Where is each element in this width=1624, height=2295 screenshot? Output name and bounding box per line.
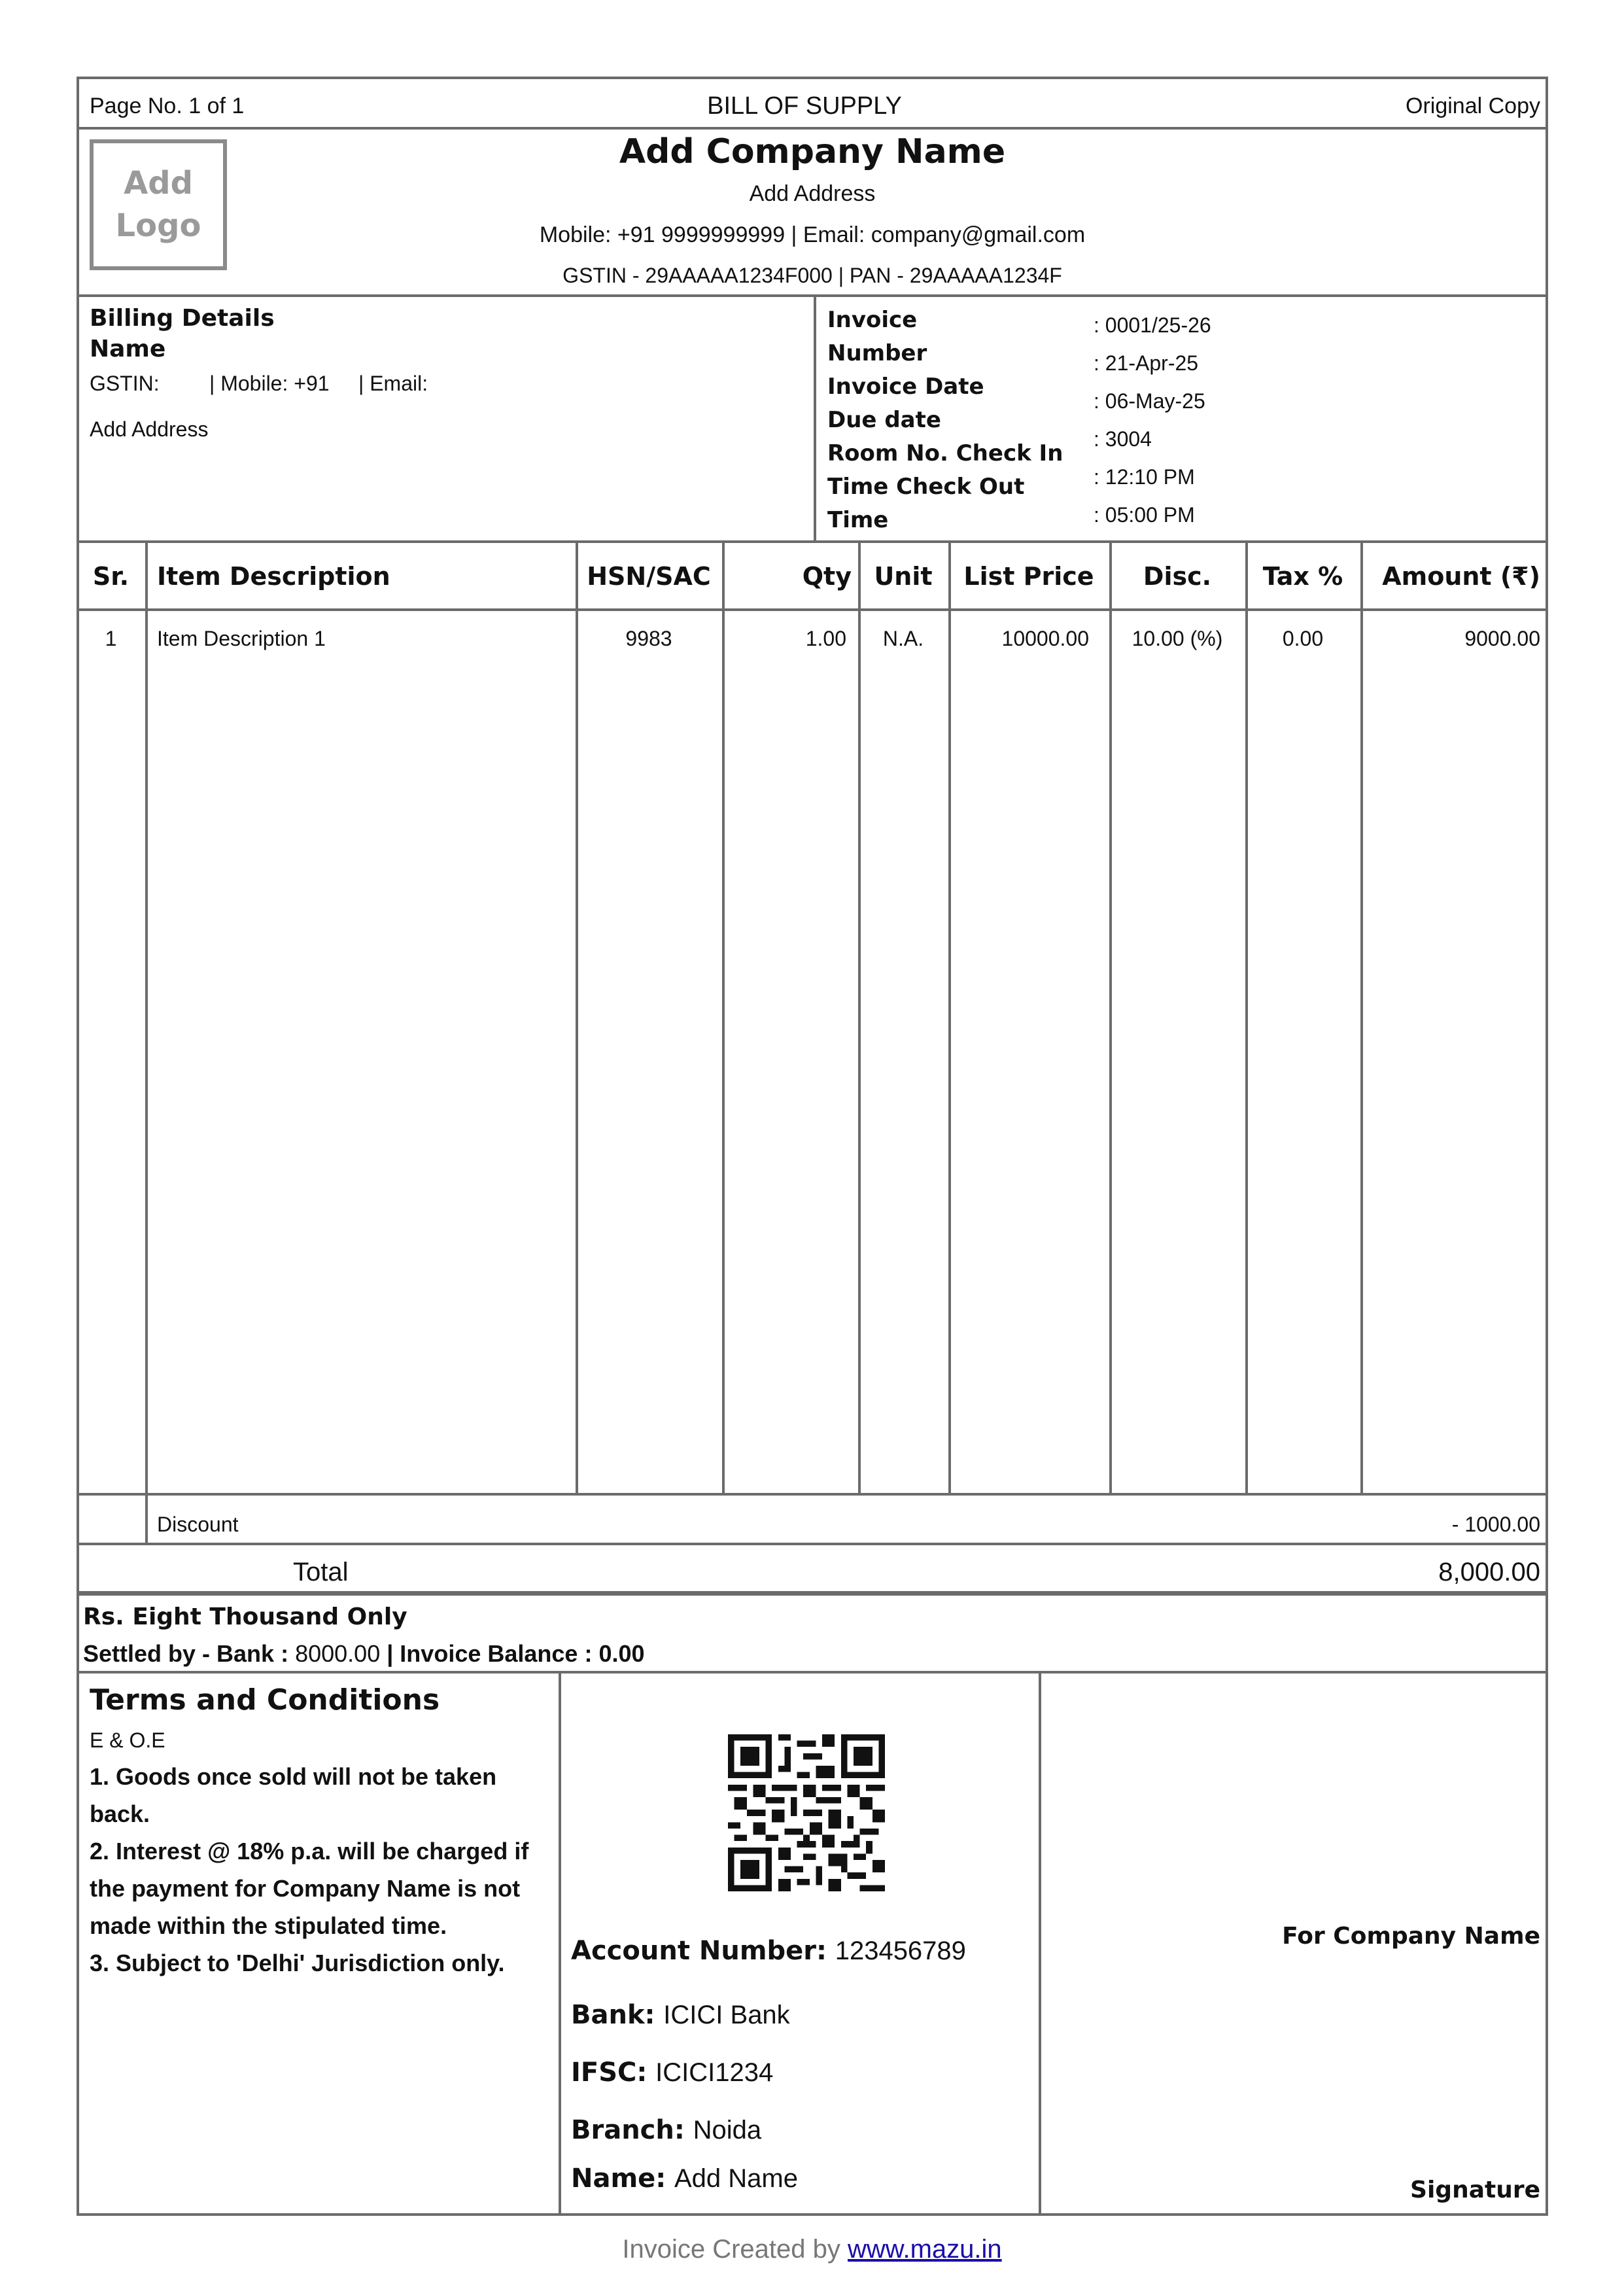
footer-credit (0, 2236, 1624, 2262)
cell-description: Item Description 1 (157, 627, 326, 650)
amount-in-words: Rs. Eight Thousand Only (83, 1603, 407, 1630)
col-divider-desc (576, 540, 578, 1493)
company-contact: Mobile: +91 9999999999 | Email: company@gmail.com (539, 222, 1086, 247)
invoice-balance-label: | Invoice Balance : (387, 1640, 593, 1667)
th-amount: Amount (₹) (1382, 562, 1540, 591)
document-type: BILL OF SUPPLY (707, 92, 902, 120)
ifsc-label: IFSC: (571, 2058, 648, 2088)
th-sr: Sr. (92, 562, 130, 591)
bank-signature-divider (1039, 1671, 1041, 2216)
total-value: 8,000.00 (1438, 1558, 1540, 1586)
th-unit: Unit (874, 562, 933, 591)
bank-ifsc-line (571, 2059, 773, 2086)
settled-by-label: Settled by - Bank : (83, 1640, 289, 1667)
account-number-label: Account Number: (571, 1936, 827, 1966)
table-top-border (77, 540, 1548, 543)
company-divider (77, 294, 1548, 297)
billing-name: Name (90, 336, 166, 362)
company-name: Add Company Name (619, 132, 1006, 171)
holder-name-label: Name: (571, 2164, 666, 2194)
th-tax: Tax % (1262, 562, 1343, 591)
meta-value-invoice-number: : 0001/25-26 (1094, 313, 1211, 337)
meta-label-time-check-out: Time Check Out (827, 474, 1025, 500)
bank-branch-line (571, 2117, 761, 2143)
for-company-name: For Company Name (1282, 1923, 1540, 1950)
terms-line-4: the payment for Company Name is not (90, 1875, 521, 1902)
terms-bank-divider (559, 1671, 561, 2216)
meta-value-check-in: : 12:10 PM (1094, 465, 1195, 489)
th-qty: Qty (802, 562, 852, 591)
total-label: Total (293, 1558, 349, 1586)
col-divider-price (1109, 540, 1112, 1493)
col-divider-qty (858, 540, 861, 1493)
ifsc-value: ICICI1234 (655, 2058, 774, 2087)
cell-qty: 1.00 (805, 627, 846, 650)
payment-qr-code (728, 1734, 885, 1891)
discount-value: - 1000.00 (1451, 1513, 1540, 1536)
billing-meta-divider (814, 294, 816, 540)
footer-created-by: Invoice Created by (622, 2235, 840, 2264)
terms-line-2: back. (90, 1800, 150, 1827)
cell-hsn: 9983 (625, 627, 672, 650)
discount-bottom-border (77, 1543, 1548, 1545)
meta-label-room-check-in: Room No. Check In (827, 440, 1063, 466)
cell-disc: 10.00 (%) (1132, 627, 1223, 650)
company-logo (90, 139, 227, 270)
company-tax-ids: GSTIN - 29AAAAA1234F000 | PAN - 29AAAAA1234F (562, 264, 1062, 287)
terms-line-3: 2. Interest @ 18% p.a. will be charged if (90, 1838, 529, 1865)
logo-text-line1: Add (124, 165, 193, 202)
meta-label-number: Number (827, 340, 927, 366)
col-divider-unit (948, 540, 951, 1493)
invoice-balance-value: 0.00 (598, 1640, 645, 1667)
branch-value: Noida (693, 2116, 762, 2145)
billing-mobile-label: | Mobile: +91 (209, 372, 330, 395)
bottom-section-top-border (77, 1671, 1548, 1673)
bank-name-line (571, 2002, 790, 2028)
billing-gstin-label: GSTIN: (90, 372, 160, 395)
meta-value-due-date: : 06-May-25 (1094, 389, 1205, 413)
col-divider-tax (1360, 540, 1363, 1493)
terms-heading: Terms and Conditions (90, 1683, 440, 1717)
bank-value: ICICI Bank (663, 2001, 790, 2029)
meta-label-invoice: Invoice (827, 307, 918, 333)
th-hsn-sac: HSN/SAC (587, 562, 711, 591)
cell-sr: 1 (105, 627, 117, 650)
col-divider-sr (145, 540, 148, 1543)
table-header-divider (77, 608, 1548, 611)
page-number: Page No. 1 of 1 (90, 94, 245, 118)
meta-label-invoice-date: Invoice Date (827, 374, 984, 400)
bank-holder-line (571, 2165, 798, 2192)
meta-value-room-no: : 3004 (1094, 427, 1152, 451)
account-number-value: 123456789 (835, 1936, 966, 1965)
col-divider-hsn (722, 540, 725, 1493)
terms-line-6: 3. Subject to 'Delhi' Jurisdiction only. (90, 1950, 505, 1976)
company-address: Add Address (749, 181, 876, 206)
logo-text-line2: Logo (115, 207, 201, 244)
terms-line-1: 1. Goods once sold will not be taken (90, 1763, 497, 1790)
settlement-line (83, 1642, 645, 1666)
header-divider (77, 127, 1548, 130)
billing-email-label: | Email: (358, 372, 428, 395)
meta-label-due-date: Due date (827, 407, 941, 433)
copy-type: Original Copy (1406, 94, 1540, 118)
footer-website-link[interactable]: www.mazu.in (848, 2235, 1002, 2264)
meta-label-time: Time (827, 507, 889, 533)
discount-top-border (77, 1493, 1548, 1496)
bank-label: Bank: (571, 2000, 655, 2030)
holder-name-value: Add Name (674, 2164, 798, 2193)
settled-by-value: 8000.00 (295, 1640, 381, 1667)
th-item-description: Item Description (157, 562, 390, 591)
cell-tax: 0.00 (1282, 627, 1324, 650)
discount-label: Discount (157, 1513, 239, 1536)
terms-eoe: E & O.E (90, 1728, 165, 1752)
billing-address: Add Address (90, 417, 209, 441)
total-bottom-border (77, 1591, 1548, 1596)
meta-value-invoice-date: : 21-Apr-25 (1094, 351, 1199, 375)
signature-label: Signature (1410, 2177, 1540, 2203)
th-list-price: List Price (963, 562, 1094, 591)
cell-unit: N.A. (882, 627, 924, 650)
th-disc: Disc. (1143, 562, 1212, 591)
billing-heading: Billing Details (90, 305, 275, 332)
col-divider-disc (1245, 540, 1248, 1493)
meta-value-check-out: : 05:00 PM (1094, 503, 1195, 527)
terms-line-5: made within the stipulated time. (90, 1912, 447, 1939)
cell-list-price: 10000.00 (1001, 627, 1089, 650)
branch-label: Branch: (571, 2115, 685, 2145)
cell-amount: 9000.00 (1464, 627, 1540, 650)
bank-account-line (571, 1938, 966, 1964)
